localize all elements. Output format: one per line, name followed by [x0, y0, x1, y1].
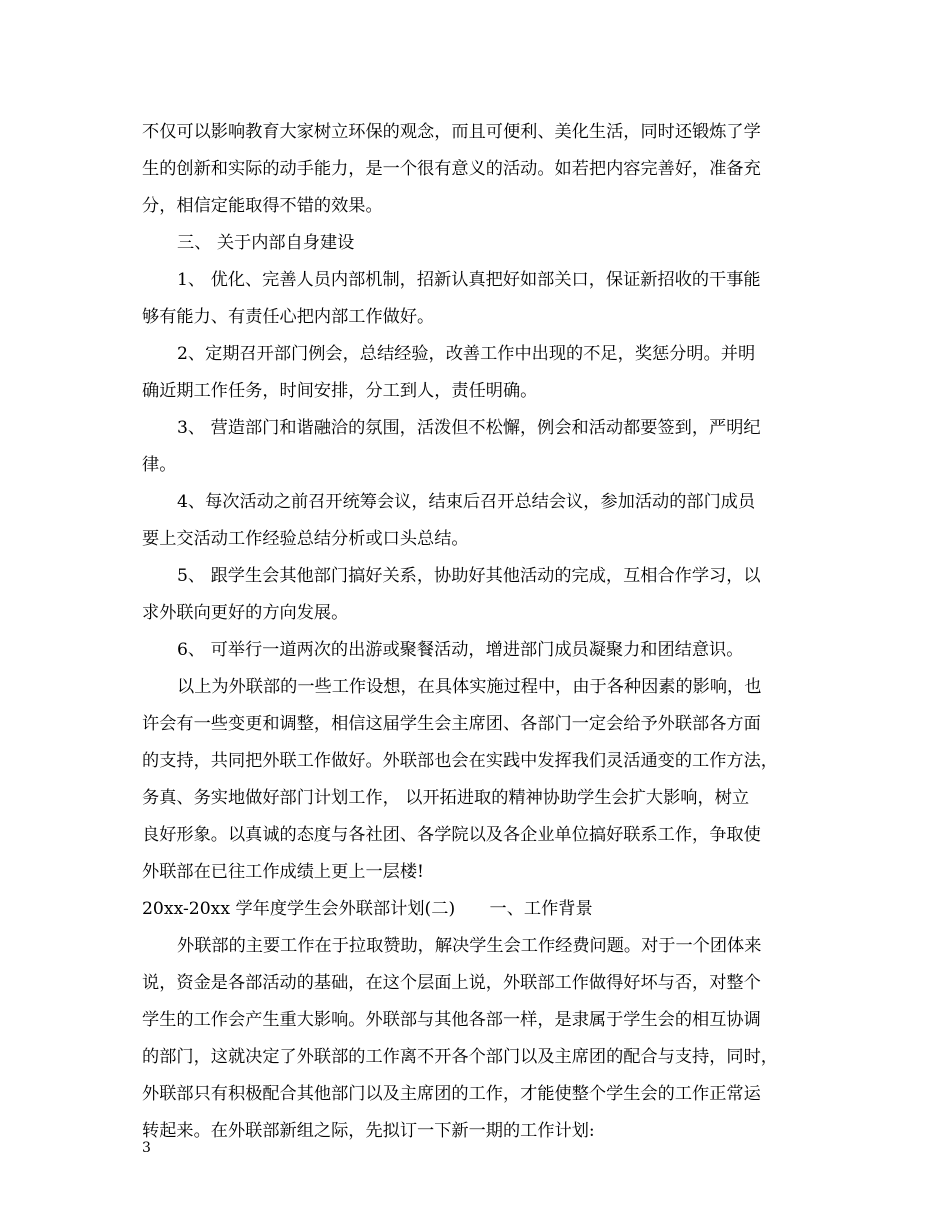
list-item: 5、 跟学生会其他部门搞好关系，协助好其他活动的完成，互相合作学习，以 — [177, 566, 761, 586]
text-line: 良好形象。以真诚的态度与各社团、各学院以及各企业单位搞好联系工作，争取使 — [142, 825, 761, 845]
text-line: 的部门，这就决定了外联部的工作离不开各个部门以及主席团的配合与支持，同时， — [142, 1047, 778, 1067]
text-line: 外联部在已往工作成绩上更上一层楼! — [142, 862, 424, 882]
text-line: 的支持，共同把外联工作做好。外联部也会在实践中发挥我们灵活通变的工作方法， — [142, 751, 778, 771]
list-item: 6、 可举行一道两次的出游或聚餐活动，增进部门成员凝聚力和团结意识。 — [177, 640, 744, 660]
paragraph-start: 外联部的主要工作在于拉取赞助，解决学生会工作经费问题。对于一个团体来 — [177, 936, 762, 956]
text-line: 学生的工作会产生重大影响。外联部与其他各部一样，是隶属于学生会的相互协调 — [142, 1010, 761, 1030]
page-number: 3 — [142, 1140, 151, 1156]
paragraph-start: 以上为外联部的一些工作设想，在具体实施过程中，由于各种因素的影响，也 — [177, 677, 762, 697]
text-line: 够有能力、有责任心把内部工作做好。 — [142, 307, 435, 327]
text-line: 许会有一些变更和调整，相信这届学生会主席团、各部门一定会给予外联部各方面 — [142, 714, 761, 734]
text-line: 外联部只有积极配合其他部门以及主席团的工作，才能使整个学生会的工作正常运 — [142, 1084, 761, 1104]
text-line: 不仅可以影响教育大家树立环保的观念，而且可便利、美化生活，同时还锻炼了学 — [142, 122, 761, 142]
text-line: 务真、务实地做好部门计划工作， 以开拓进取的精神协助学生会扩大影响，树立 — [142, 788, 750, 808]
text-line: 转起来。在外联部新组之际，先拟订一下新一期的工作计划: — [142, 1121, 595, 1141]
text-line: 确近期工作任务，时间安排，分工到人，责任明确。 — [142, 381, 538, 401]
text-line: 要上交活动工作经验总结分析或口头总结。 — [142, 529, 469, 549]
text-line: 分，相信定能取得不错的效果。 — [142, 196, 383, 216]
text-line: 说，资金是各部活动的基础，在这个层面上说，外联部工作做得好坏与否，对整个 — [142, 973, 761, 993]
list-item: 3、 营造部门和谐融洽的氛围，活泼但不松懈，例会和活动都要签到，严明纪 — [177, 418, 761, 438]
section-title: 20xx-20xx 学年度学生会外联部计划(二) 一、工作背景 — [142, 899, 593, 919]
list-item: 2、定期召开部门例会，总结经验，改善工作中出现的不足，奖惩分明。并明 — [177, 344, 756, 364]
text-line: 律。 — [142, 455, 177, 475]
list-item: 1、 优化、完善人员内部机制，招新认真把好如部关口，保证新招收的干事能 — [177, 270, 761, 290]
text-line: 生的创新和实际的动手能力，是一个很有意义的活动。如若把内容完善好，准备充 — [142, 159, 761, 179]
text-line: 求外联向更好的方向发展。 — [142, 603, 349, 623]
document-body — [142, 114, 818, 1150]
list-item: 4、每次活动之前召开统筹会议，结束后召开总结会议，参加活动的部门成员 — [177, 492, 756, 512]
section-heading: 三、 关于内部自身建设 — [177, 233, 355, 253]
